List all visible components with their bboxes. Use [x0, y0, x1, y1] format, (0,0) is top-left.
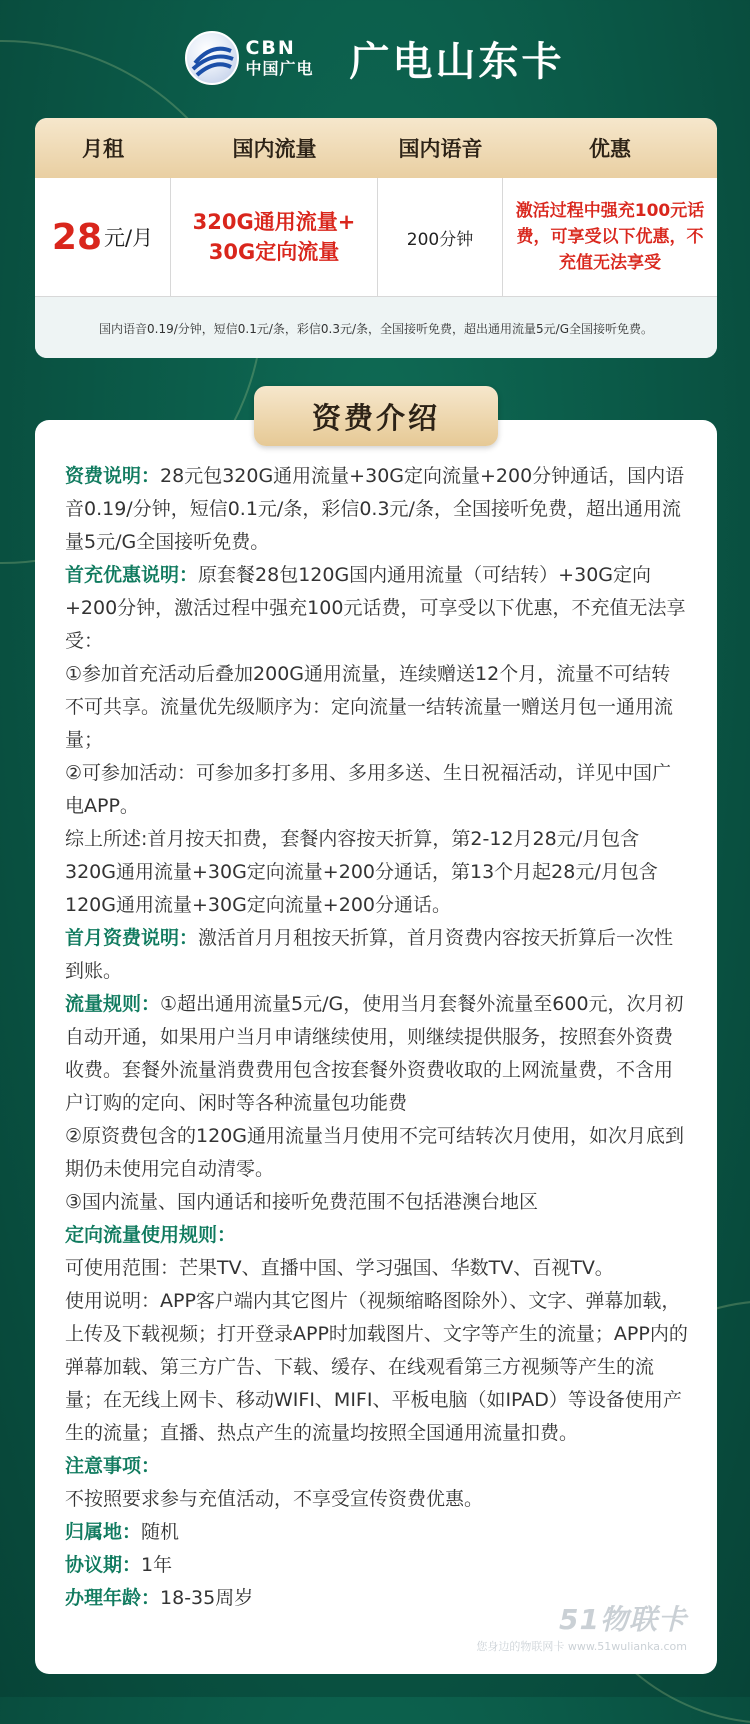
first-month-description: [65, 922, 689, 988]
globe-icon: [185, 31, 239, 85]
page-title: 广电山东卡: [349, 38, 565, 85]
cbn-logo: [185, 31, 313, 85]
paragraph-text: 原套餐28包120G国内通用流量（可结转）+30G定向+200分钟，激活过程中强充100元话费，可享受以下优惠，不充值无法享受：: [65, 564, 686, 652]
price-unit: 元/月: [104, 226, 154, 250]
voice-minutes: 200分钟: [406, 229, 474, 250]
voice-cell: [378, 178, 503, 296]
section-title-tab: 资费介绍: [254, 386, 498, 446]
paragraph-text: 18-35周岁: [160, 1587, 254, 1609]
notes-heading: 注意事项：: [65, 1455, 161, 1477]
data-rules: [65, 988, 689, 1120]
summary-paragraph: 综上所述:首月按天扣费，套餐内容按天折算，第2-12月28元/月包含320G通用流量+30G定向流量+200分通话，第13个月起28元/月包含120G通用流量+30G定向流量+200分通话。: [65, 828, 658, 916]
summary-header-row: [35, 118, 717, 178]
bonus-item-2: ②可参加活动：可参加多打多用、多用多送、生日祝福活动，详见中国广电APP。: [65, 762, 672, 817]
paragraph-label: 归属地：: [65, 1521, 142, 1543]
page-header: [0, 28, 750, 88]
paragraph-label: 首月资费说明：: [65, 927, 199, 949]
notes-text: 不按照要求参与充值活动，不享受宣传资费优惠。: [65, 1488, 484, 1510]
first-recharge-description: [65, 559, 689, 658]
home-location: [65, 1516, 689, 1549]
plan-summary-card: [35, 118, 717, 358]
usage-scope: 可使用范围：芒果TV、直播中国、学习强国、华数TV、百视TV。: [65, 1257, 614, 1279]
watermark-brand: 51物联卡: [559, 1603, 687, 1636]
tariff-details-card: [35, 420, 717, 1674]
data-cell: [171, 178, 378, 296]
promotion-cell: [503, 178, 717, 296]
paragraph-label: 资费说明：: [65, 465, 161, 487]
data-targeted: 30G定向流量: [208, 240, 340, 264]
paragraph-text: ①超出通用流量5元/G，使用当月套餐外流量至600元，次月初自动开通，如果用户当月申请继续使用，则继续提供服务，按照套外资费收费。套餐外流量消费费用包含按套餐外资费收取的上网流量费，不含用户订购的定向、闲时等各种流量包功能费: [65, 993, 684, 1114]
data-general: 320G通用流量+: [192, 210, 356, 234]
data-rule-3: ③国内流量、国内通话和接听免费范围不包括港澳台地区: [65, 1191, 539, 1213]
paragraph-text: 28元包320G通用流量+30G定向流量+200分钟通话，国内语音0.19/分钟，短信0.1元/条，彩信0.3元/条，全国接听免费，超出通用流量5元/G全国接听免费。: [65, 465, 685, 553]
paragraph-label: 协议期：: [65, 1554, 142, 1576]
watermark-url: 您身边的物联网卡 www.51wulianka.com: [476, 1640, 687, 1653]
watermark: [476, 1598, 687, 1654]
promotion-text: 激活过程中强充100元话费，可享受以下优惠，不充值无法享受: [515, 201, 705, 273]
monthly-fee-cell: [35, 178, 171, 296]
header-domestic-voice: 国内语音: [398, 137, 483, 161]
tariff-description: [65, 460, 689, 559]
usage-description: 使用说明：APP客户端内其它图片（视频缩略图除外）、文字、弹幕加载，上传及下载视频；打开登录APP时加载图片、文字等产生的流量；APP内的弹幕加载、第三方广告、下载、缓存、在线观看第三方视频等产生的流量；在无线上网卡、移动WIFI、MIFI、平板电脑（如IPAD）等设备使用产生的流量；直播、热点产生的流量均按照全国通用流量扣费。: [65, 1290, 688, 1444]
logo-english: CBN: [245, 37, 296, 59]
contract-period: [65, 1549, 689, 1582]
data-rule-2: ②原资费包含的120G通用流量当月使用不完可结转次月使用，如次月底到期仍未使用完自动清零。: [65, 1125, 685, 1180]
paragraph-label: 首充优惠说明：: [65, 564, 199, 586]
paragraph-text: 1年: [141, 1554, 173, 1576]
paragraph-text: 激活首月月租按天折算，首月资费内容按天折算后一次性到账。: [65, 927, 674, 982]
summary-value-row: [35, 178, 717, 297]
bonus-item-1: ①参加首充活动后叠加200G通用流量，连续赠送12个月，流量不可结转不可共享。流量优先级顺序为：定向流量一结转流量一赠送月包一通用流量；: [65, 663, 674, 751]
header-monthly-fee: 月租: [82, 137, 124, 161]
price-value: 28: [51, 216, 103, 258]
summary-note: 国内语音0.19/分钟，短信0.1元/条，彩信0.3元/条，全国接听免费，超出通用流量5元/G全国接听免费。: [35, 297, 717, 358]
header-promotion: 优惠: [589, 137, 631, 161]
header-domestic-data: 国内流量: [232, 137, 317, 161]
paragraph-label: 办理年龄：: [65, 1587, 161, 1609]
logo-chinese: 中国广电: [245, 59, 314, 78]
paragraph-text: 随机: [141, 1521, 180, 1543]
paragraph-label: 流量规则：: [65, 993, 161, 1015]
targeted-data-rules-heading: 定向流量使用规则：: [65, 1224, 237, 1246]
